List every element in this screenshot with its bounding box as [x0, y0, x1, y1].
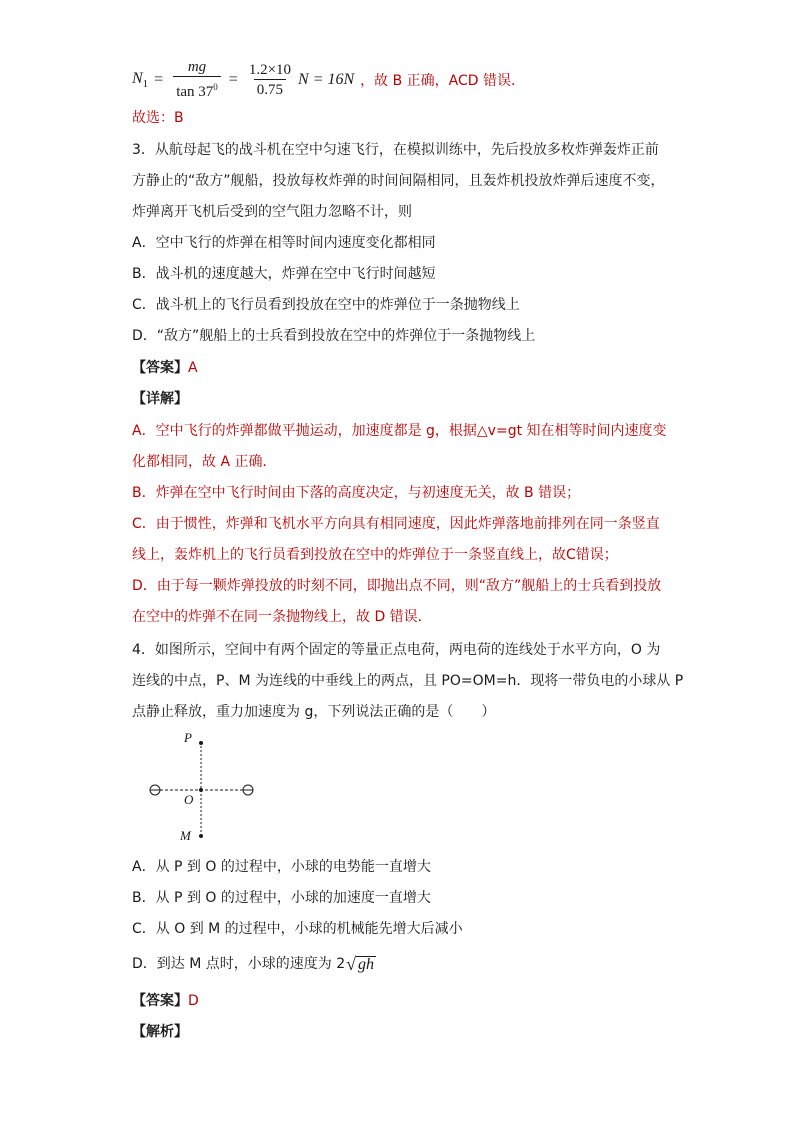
q3-explanation-line: 在空中的炸弹不在同一条抛物线上，故 D 错误．	[132, 609, 432, 625]
q4-option-c: C．从 O 到 M 的过程中，小球的机械能先增大后减小	[132, 921, 463, 937]
q4-option-a: A．从 P 到 O 的过程中，小球的电势能一直增大	[132, 859, 431, 875]
point-o	[199, 788, 203, 792]
point-p	[199, 741, 203, 745]
fraction-numeric: $\frac{1.2\times 10}{0.75}$	[248, 61, 292, 98]
q3-explanation-line: A．空中飞行的炸弹都做平抛运动，加速度都是 g，根据△v=gt 知在相等时间内速度变	[132, 423, 667, 439]
q3-answer: 【答案】A	[132, 360, 198, 376]
q3-explanation-line: 化都相同，故 A 正确．	[132, 454, 277, 470]
sqrt-expression: √ gh	[346, 954, 375, 974]
q3-stem-line: 方静止的“敌方”舰船，投放每枚炸弹的时间间隔相同，且轰炸机投放炸弹后速度不变，	[132, 173, 665, 189]
label-o: O	[184, 792, 194, 807]
q3-option-b: B．战斗机的速度越大，炸弹在空中飞行时间越短	[132, 266, 436, 282]
q4-option-d: D．到达 M 点时，小球的速度为 2 √ gh	[132, 954, 375, 974]
q3-explanation-line: 线上，轰炸机上的飞行员看到投放在空中的炸弹位于一条竖直线上，故C错误；	[132, 547, 618, 563]
q3-option-d: D．“敌方”舰船上的士兵看到投放在空中的炸弹位于一条抛物线上	[132, 328, 536, 344]
q3-option-a: A．空中飞行的炸弹在相等时间内速度变化都相同	[132, 235, 436, 251]
formula-result: N = 16N	[298, 71, 355, 88]
q3-explanation-line: D．由于每一颗炸弹投放的时刻不同，即抛出点不同，则“敌方”舰船上的士兵看到投放	[132, 578, 662, 594]
q4-answer: 【答案】D	[132, 993, 199, 1009]
fraction-mg-over-tan: $\frac{mg}{\tan 37^0}$	[173, 58, 221, 102]
q4-stem-line: 连线的中点，P、M 为连线的中垂线上的两点，且 PO=OM=h．现将一带负电的小球从 P	[132, 673, 684, 689]
formula-lhs: $N_1$	[132, 69, 149, 91]
q4-analysis-heading: 【解析】	[132, 1024, 188, 1040]
label-p: P	[184, 730, 192, 745]
q3-explanation-line: C．由于惯性，炸弹和飞机水平方向具有相同速度，因此炸弹落地前排列在同一条竖直	[132, 516, 660, 532]
charge-diagram	[140, 728, 270, 846]
q4-stem-line: 点静止释放，重力加速度为 g，下列说法正确的是（ ）	[132, 704, 496, 720]
q4-option-b: B．从 P 到 O 的过程中，小球的加速度一直增大	[132, 890, 431, 906]
q3-stem-line: 3．从航母起飞的战斗机在空中匀速飞行，在模拟训练中，先后投放多枚炸弹轰炸正前	[132, 142, 659, 158]
q3-stem-line: 炸弹离开飞机后受到的空气阻力忽略不计，则	[132, 204, 412, 220]
previous-answer-choice: 故选：B	[132, 110, 184, 126]
label-m: M	[180, 828, 191, 843]
q3-option-c: C．战斗机上的飞行员看到投放在空中的炸弹位于一条抛物线上	[132, 297, 520, 313]
q4-stem-line: 4．如图所示，空间中有两个固定的等量正点电荷，两电荷的连线处于水平方向，O 为	[132, 642, 661, 658]
formula-conclusion: ，故 B 正确，ACD 错误．	[360, 73, 526, 89]
point-m	[199, 834, 203, 838]
q3-explanation-line: B．炸弹在空中飞行时间由下落的高度决定，与初速度无关，故 B 错误；	[132, 485, 581, 501]
q3-explanation-heading: 【详解】	[132, 391, 188, 407]
formula-line: $N_1$ = $\frac{mg}{\tan 37^0}$ = $\frac{1.2\times 10}{0.75}$ N = 16N ，故 B 正确，ACD 错误．	[132, 59, 526, 100]
